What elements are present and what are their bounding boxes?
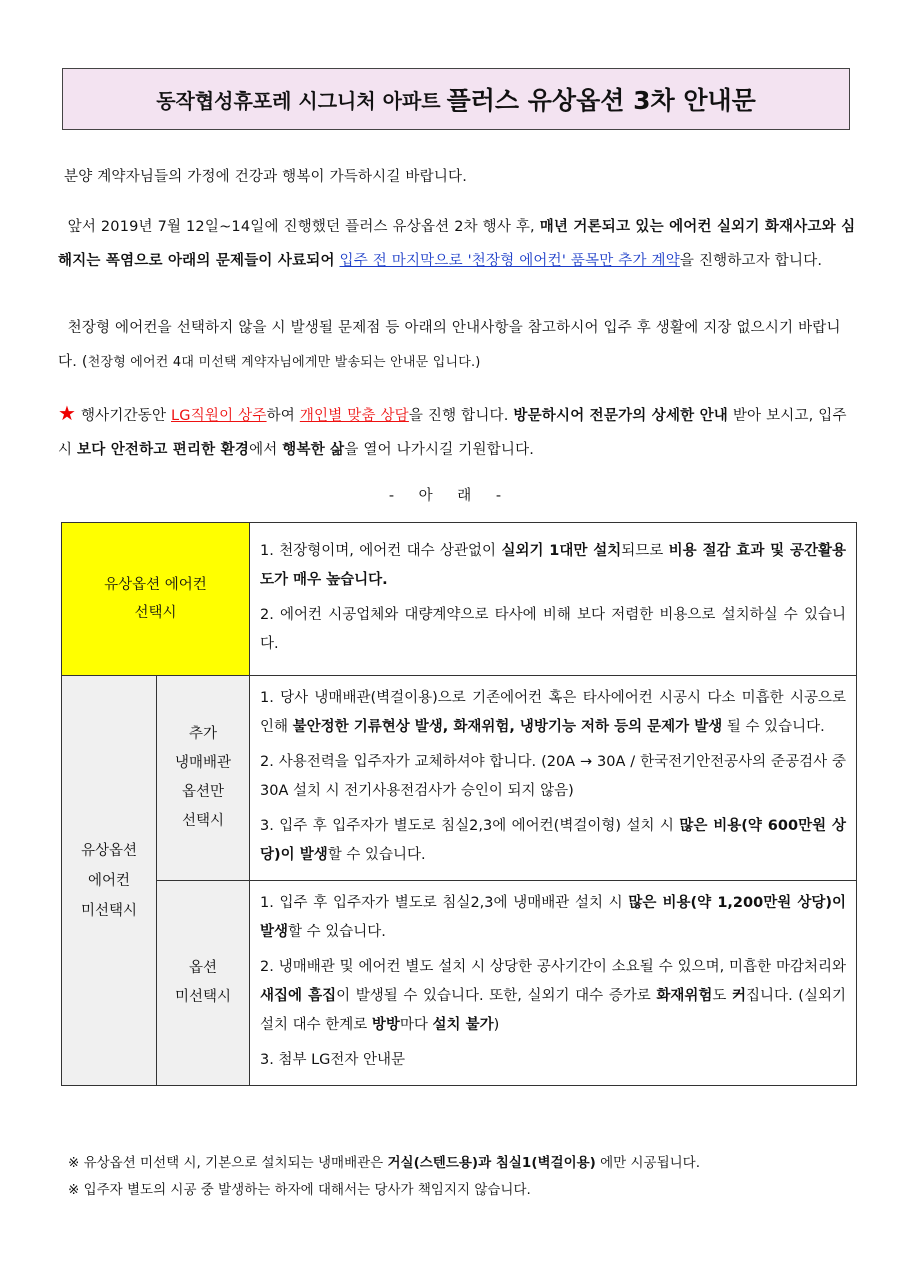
intro-end: 을 진행하고자 합니다. [679, 253, 823, 269]
item-text: 되므로 [621, 543, 669, 559]
item-text: ) [493, 1017, 500, 1033]
sub2-label [157, 881, 250, 1086]
sub1-label-line3: 옵션만 [181, 784, 225, 800]
item-text: 1. 당사 냉매배관(벽걸이용)으로 기존에어컨 혹은 타사에어컨 시공시 다소 미흡한 시공으로 인해 [260, 690, 846, 735]
row2-label-line2: 에어컨 [87, 872, 131, 889]
list-item: 3. 첨부 LG전자 안내문 [260, 1052, 406, 1068]
event-text-5: 에서 [249, 442, 283, 458]
greeting-paragraph: 분양 계약자님들의 가정에 건강과 행복이 가득하시길 바랍니다. [64, 169, 468, 185]
star-icon: ★ [58, 401, 77, 425]
sub1-label-line1: 추가 [188, 726, 217, 742]
intro-text: 앞서 2019년 7월 12일~14일에 진행했던 플러스 유상옵션 2차 행사 후, [67, 219, 540, 235]
event-text-1: 행사기간동안 [76, 408, 172, 424]
event-paragraph [58, 396, 858, 467]
event-text-2: 하여 [266, 408, 300, 424]
option-table [61, 522, 857, 1086]
footnote-2: ※ 입주자 별도의 시공 중 발생하는 하자에 대해서는 당사가 책임지지 않습니다. [68, 1182, 531, 1198]
item-text: 도 [712, 988, 733, 1004]
title-prefix: 동작협성휴포레 시그니처 아파트 [156, 88, 441, 113]
footnotes [68, 1150, 700, 1204]
sub1-label-line2: 냉매배관 [174, 755, 232, 771]
sub1-content [250, 676, 857, 881]
intro-emphasis: 매년 거론되고 있는 에어컨 실외기 화재사고와 심해지는 폭염으로 아래의 문제들이 사료되어 [58, 219, 856, 269]
notice-target: 천장형 에어컨 4대 미선택 [87, 355, 237, 370]
item-text: 3. 입주 후 입주자가 별도로 침실2,3에 에어컨(벽걸이형) 설치 시 [260, 818, 680, 834]
row2-label-line1: 유상옵션 [80, 842, 138, 859]
event-consult: 개인별 맞춤 상담 [299, 408, 409, 424]
title-box [62, 68, 850, 130]
page-title: 플러스 유상옵션 3차 안내문 [446, 86, 756, 115]
section-heading: - 아 래 - [388, 488, 512, 504]
intro-highlight: 입주 전 마지막으로 '천장형 에어컨' 품목만 추가 계약 [339, 253, 680, 269]
item-text: 집니다. (실외기 설치 대수 한계로 [260, 988, 846, 1033]
item-emph: 불안정한 기류현상 발생, 화재위험, 냉방기능 저하 등의 문제가 발생 [292, 719, 723, 735]
item-emph: 많은 비용(약 1,200만원 상당)이 발생 [260, 895, 846, 940]
sub1-label-line4: 선택시 [181, 813, 225, 829]
item-emph: 많은 비용(약 600만원 상당)이 발생 [260, 818, 846, 863]
event-emph-2: 보다 안전하고 편리한 환경 [77, 442, 250, 458]
item-text: 할 수 있습니다. [288, 924, 386, 940]
item-emph: 비용 절감 효과 및 공간활용도가 매우 높습니다. [260, 543, 846, 588]
item-emph: 새집에 흠집 [260, 988, 337, 1004]
footnote-text: 에만 시공됩니다. [595, 1155, 700, 1171]
item-text: 2. 냉매배관 및 에어컨 별도 설치 시 상당한 공사기간이 소요될 수 있으며, 미흡한 마감처리와 [260, 959, 846, 975]
sub2-label-line2: 미선택시 [174, 989, 232, 1005]
table-row [62, 523, 857, 676]
item-emph: 화재위험 [656, 988, 713, 1004]
list-item [260, 684, 846, 742]
sub1-label [157, 676, 250, 881]
notice-end: 계약자님에게만 발송되는 안내문 입니다.) [236, 355, 481, 370]
list-item: 2. 에어컨 시공업체와 대량계약으로 타사에 비해 보다 저렴한 비용으로 설치하실 수 있습니다. [260, 607, 846, 652]
notice-paragraph [58, 311, 858, 380]
sub2-content [250, 881, 857, 1086]
list-item [260, 953, 846, 1040]
list-item: 2. 사용전력을 입주자가 교체하셔야 합니다. (20A → 30A / 한국전기안전공사의 준공검사 중 30A 설치 시 전기사용전검사가 승인이 되지 않음) [260, 754, 846, 799]
item-text: 이 발생될 수 있습니다. 또한, 실외기 대수 증가로 [336, 988, 657, 1004]
item-emph: 설치 불가 [432, 1017, 494, 1033]
sub2-label-line1: 옵션 [188, 960, 217, 976]
event-text-3: 을 진행 합니다. [408, 408, 514, 424]
item-text: 1. 입주 후 입주자가 별도로 침실2,3에 냉매배관 설치 시 [260, 895, 629, 911]
row1-label-line1: 유상옵션 에어컨 [104, 577, 207, 593]
list-item [260, 537, 846, 595]
intro-paragraph [58, 210, 858, 278]
item-text: 1. 천장형이며, 에어컨 대수 상관없이 [260, 543, 502, 559]
row2-label [62, 676, 157, 1086]
item-text: 마다 [399, 1017, 433, 1033]
footnote-emph: 거실(스텐드용)과 침실1(벽걸이용) [387, 1155, 596, 1171]
row2-label-line3: 미선택시 [80, 902, 138, 919]
item-emph: 커 [732, 988, 747, 1004]
item-emph: 방방 [371, 1017, 400, 1033]
list-item [260, 889, 846, 947]
footnote-text: ※ 유상옵션 미선택 시, 기본으로 설치되는 냉매배관은 [68, 1155, 388, 1171]
event-lg-staff: LG직원이 상주 [171, 408, 267, 424]
item-text: 할 수 있습니다. [327, 847, 426, 863]
row1-content [250, 523, 857, 676]
table-row [62, 881, 857, 1086]
event-text-6: 을 열어 나가시길 기원합니다. [344, 442, 535, 458]
event-text-4: 받아 보시고, 입주 시 [58, 408, 847, 458]
table-row [62, 676, 857, 881]
notice-text: 천장형 에어컨을 선택하지 않을 시 발생될 문제점 등 아래의 안내사항을 참고하시어 입주 후 생활에 지장 없으시기 바랍니다. ( [58, 320, 841, 370]
row1-label [62, 523, 250, 676]
event-emph-1: 방문하시어 전문가의 상세한 안내 [513, 408, 729, 424]
footnote-1 [68, 1150, 700, 1177]
event-emph-3: 행복한 삶 [282, 442, 345, 458]
item-text: 될 수 있습니다. [722, 719, 825, 735]
list-item [260, 812, 846, 870]
row1-label-line2: 선택시 [134, 605, 177, 621]
item-emph: 실외기 1대만 설치 [501, 543, 622, 559]
